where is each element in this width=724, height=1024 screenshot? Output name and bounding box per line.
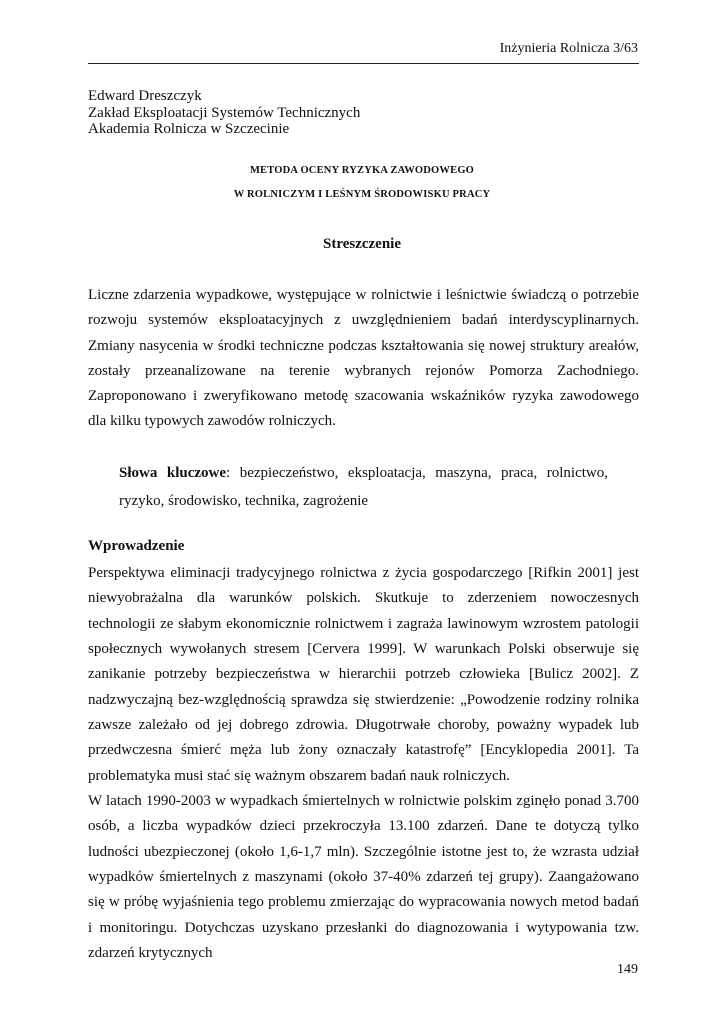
keywords — [119, 459, 608, 515]
abstract-heading: Streszczenie — [322, 236, 402, 252]
page-number: 149 — [617, 962, 638, 977]
abstract-text — [88, 283, 639, 435]
header-rule — [88, 63, 639, 64]
section-heading-introduction: Wprowadzenie — [88, 538, 185, 554]
keywords-list: : bezpieczeństwo, eksploatacja, maszyna, praca, rolnictwo, ryzyko, środowisko, technika, zagrożenie — [119, 465, 608, 509]
author-name: Edward Dreszczyk — [88, 88, 202, 104]
paper-title-line-2: W ROLNICZYM I LEŚNYM ŚRODOWISKU PRACY — [233, 189, 491, 200]
introduction-paragraph-2: W latach 1990-2003 w wypadkach śmiertelnych w rolnictwie polskim zginęło ponad 3.700 osób, a liczba wypadków dzieci przekroczyła 13.100 zdarzeń. Dane te dotyczą tylko ludności ubezpieczonej (około 1,6-1,7 mln). Szczególnie istotne jest to, że wzrasta udział wypadków śmiertelnych z maszynami (około 37-40% zdarzeń tej grupy). Zaangażowano się w próbę wyjaśnienia tego problemu zmierzając do wypracowania nowych metod badań i monitoringu. Dotychczas uzyskano przesłanki do diagnozowania i wytypowania tzw. zdarzeń krytycznych — [88, 793, 639, 962]
author-department: Zakład Eksploatacji Systemów Technicznych — [88, 104, 361, 121]
keywords-label: Słowa kluczowe — [119, 465, 227, 481]
introduction-text — [88, 561, 639, 967]
abstract-paragraph: Liczne zdarzenia wypadkowe, występujące w rolnictwie i leśnictwie świadczą o potrzebie rozwoju systemów eksploatacyjnych z uwzględnieniem badań interdyscyplinarnych. Zmiany nasycenia w środki techniczne podczas kształtowania się nowej struktury areałów, zostały przeanalizowane na terenie wybranych rejonów Pomorza Zachodniego. Zaproponowano i zweryfikowano metodę szacowania wskaźników ryzyka zawodowego dla kilku typowych zawodów rolniczych. — [88, 287, 639, 430]
author-institution: Akademia Rolnicza w Szczecinie — [88, 121, 290, 137]
paper-title-line-1: METODA OCENY RYZYKA ZAWODOWEGO — [249, 165, 475, 176]
journal-header: Inżynieria Rolnicza 3/63 — [499, 41, 638, 56]
introduction-paragraph-1: Perspektywa eliminacji tradycyjnego rolnictwa z życia gospodarczego [Rifkin 2001] jest niewyobrażalna dla warunków polskich. Skutkuje to zderzeniem nowoczesnych technologii ze słabym ekonomicznie rolnictwem i zagraża lawinowym wzrostem patologii społecznych wywołanych stresem [Cervera 1999]. W warunkach Polski obserwuje się zanikanie potrzeby bezpieczeństwa w hierarchii potrzeb człowieka [Bulicz 2002]. Z nadzwyczajną bez-względnością sprawdza się stwierdzenie: „Powodzenie rodziny rolnika zawsze zależało od jej dobrego zdrowia. Długotrwałe choroby, poważny wypadek lub przedwczesna śmierć męża lub żony oznaczały katastrofę” [Encyklopedia 2001]. Ta problematyka musi stać się ważnym obszarem badań nauk rolniczych. — [88, 565, 639, 784]
author-affiliation — [88, 88, 360, 138]
